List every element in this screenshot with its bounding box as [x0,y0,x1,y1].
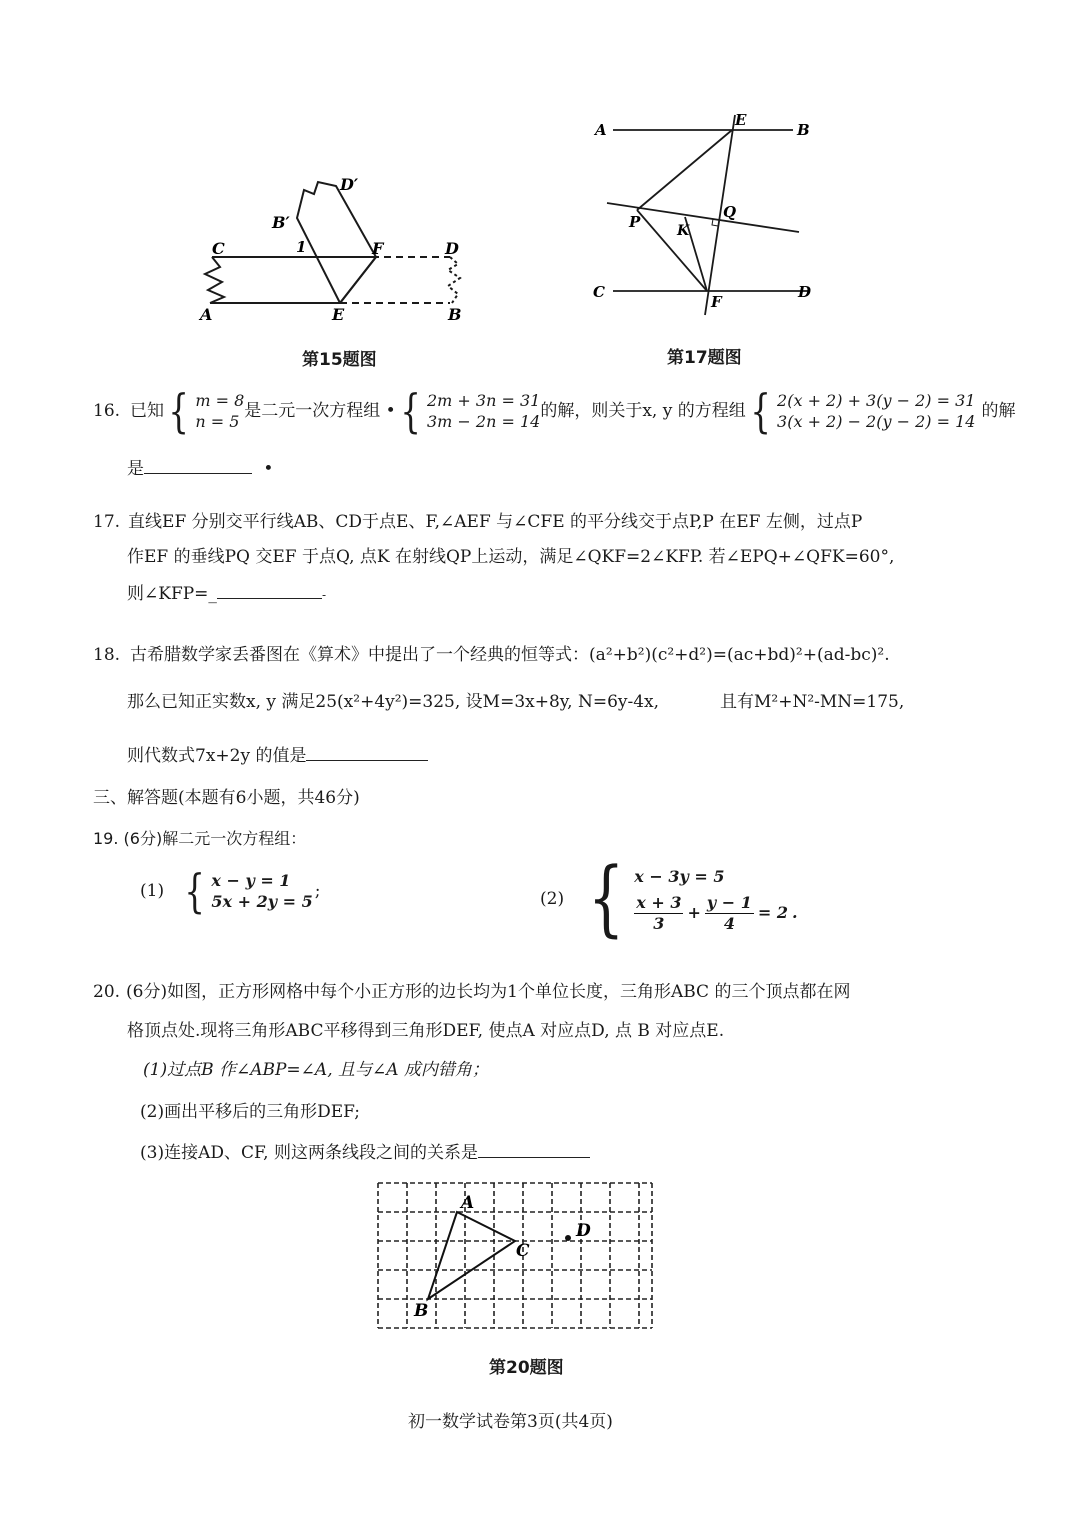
fig15-crease [340,257,376,303]
fig17-label-b: B [797,121,810,139]
q17-answer-blank[interactable] [217,580,322,599]
figure-15 [180,160,500,335]
page-footer: 初一数学试卷第3页(共4页) [408,1412,613,1432]
fig17-label-f: F [711,293,722,311]
q19-title: 19. (6分)解二元一次方程组： [93,829,307,848]
q19-p2-row2 [634,893,797,934]
fig15-label-a: A [200,305,213,324]
q16-sys1-row1: m = 8 [195,391,245,410]
q19-p2-eq: = 2 [757,903,788,922]
fig20-caption: 第20题图 [489,1358,564,1378]
q18-line3: 则代数式7x+2y 的值是 [127,746,307,766]
fig15-label-d: D [445,239,459,258]
q16-sys1-row2: n = 5 [195,412,240,431]
q16-dot: • [263,459,274,479]
q16-sys2-row1: 2m + 3n = 31 [426,391,541,410]
fig15-label-f: F [372,239,384,258]
q17-line3-wrap: 则∠KFP=_ - [127,580,326,607]
q19-p2-frac2 [705,893,754,934]
q16-post: 的解 [981,401,1016,421]
fig17-label-k: K [677,223,690,239]
fig20-point-d [565,1235,571,1241]
q17-line3: 则∠KFP=_ [127,584,217,604]
q16-system-3: { 2(x + 2) + 3(y − 2) = 31 3(x + 2) − 2(y − 2) = 14 [750,384,976,438]
q19-p2-frac1 [634,893,683,934]
q16-system-1: { m = 8 n = 5 [168,384,245,438]
q19-p1-row2: 5x + 2y = 5 [211,892,313,911]
q20-item2: (2)画出平移后的三角形DEF; [140,1102,361,1122]
figure-20 [370,1176,662,1336]
q19-p2-frac1-den: 3 [653,913,665,933]
q20-line2: 格顶点处.现将三角形ABC平移得到三角形DEF, 使点A 对应点D, 点 B 对应点E. [127,1021,725,1041]
q18-line1: 古希腊数学家丢番图在《算术》中提出了一个经典的恒等式：(a²+b²)(c²+d²)=(ac+bd)²+(ad-bc)². [130,645,890,665]
q16-system-2: { 2m + 3n = 31 3m − 2n = 14 [400,384,541,438]
section-3-title: 三、解答题(本题有6小题，共46分) [93,788,360,808]
fig15-label-c: C [212,239,225,258]
figure-17 [585,105,815,320]
q19-p2-frac1-num: x + 3 [636,892,682,912]
fig17-label-c: C [593,283,605,301]
question-16 [93,384,1016,438]
question-17 [93,510,862,534]
q19-part2 [540,851,798,946]
q17-line2: 作EF 的垂线PQ 交EF 于点Q, 点K 在射线QP上运动，满足∠QKF=2∠KFP. 若∠EPQ+∠QFK=60°, [127,547,895,567]
fig17-caption: 第17题图 [667,348,742,368]
q19-p2-plus: + [687,903,701,922]
q18-line3-wrap [127,742,428,768]
fig20-label-c: C [516,1241,530,1261]
q19-p2-end: . [791,903,798,922]
fig15-label-bprime: B′ [272,213,290,232]
q17-line1: 直线EF 分别交平行线AB、CD于点E、F,∠AEF 与∠CFE 的平分线交于点P,P 在EF 左侧，过点P [128,512,863,532]
fig17-line-pe [637,130,732,210]
q16-line2 [127,455,273,481]
fig15-caption: 第15题图 [302,350,377,370]
q19-part1 [140,864,321,918]
fig20-triangle-abc [428,1212,515,1299]
fig15-fold [297,182,376,303]
q20-item1: (1)过点B 作∠ABP=∠A, 且与∠A 成内错角； [143,1060,489,1080]
q16-answer-blank[interactable] [144,455,252,474]
q16-number: 16. [93,401,121,421]
q20-answer-blank[interactable] [478,1139,590,1158]
q17-number: 17. [93,512,121,532]
fig17-label-e: E [735,111,747,129]
q17-line2-wrap [127,545,894,569]
q16-mid1: 是二元一次方程组 • [244,401,396,421]
q20-number: 20. [93,982,121,1002]
fig17-label-q: Q [723,203,737,221]
q16-sys3-row2: 3(x + 2) − 2(y − 2) = 14 [777,412,976,431]
q19-p2-label: (2) [540,889,565,909]
fig15-label-e: E [332,305,345,324]
fig20-label-d: D [576,1221,591,1241]
fig20-label-b: B [414,1301,429,1321]
fig17-label-p: P [629,213,641,231]
q16-pre: 已知 [130,401,165,421]
q20-item3: (3)连接AD、CF, 则这两条线段之间的关系是 [140,1143,478,1163]
q16-answer-label: 是 [127,459,144,479]
fig17-label-d: D [797,283,811,301]
q19-p2-system: { x − 3y = 5 $\frac{x + 3}{3}$ + $\frac{y - 1}{4}$ = 2 . [587,851,798,946]
fig15-label-dprime: D′ [340,175,359,194]
fig15-label-1: 1 [296,238,307,256]
fig15-label-b: B [448,305,462,324]
question-20 [93,980,850,1004]
q18-line2a: 那么已知正实数x, y 满足25(x²+4y²)=325, 设M=3x+8y, N=6y-4x, [127,692,660,712]
fig15-zigzag-right [448,257,460,303]
q19-p1-system: { x − y = 1 5x + 2y = 5 [184,864,313,918]
q16-mid2: 的解，则关于x, y 的方程组 [540,401,746,421]
q16-sys2-row2: 3m − 2n = 14 [426,412,541,431]
fig17-line-pf [637,210,707,291]
fig17-label-a: A [595,121,607,139]
q18-line2b: 且有M²+N²-MN=175, [720,692,905,712]
q19-p1-end: ; [314,881,321,901]
q19-p1-label: (1) [140,881,165,901]
fig20-label-a: A [461,1193,475,1213]
q20-line1: (6分)如图，正方形网格中每个小正方形的边长均为1个单位长度，三角形ABC 的三个顶点都在网 [126,982,851,1002]
q19-p2-frac2-num: y − 1 [706,892,752,912]
q19-p2-frac2-den: 4 [723,913,735,933]
q18-answer-blank[interactable] [306,742,428,761]
q20-item3-wrap [140,1139,590,1165]
q16-sys3-row1: 2(x + 2) + 3(y − 2) = 31 [777,391,976,410]
q19-p1-row1: x − y = 1 [211,871,291,890]
q19-p2-row1: x − 3y = 5 [634,866,725,886]
q18-number: 18. [93,645,121,665]
question-18 [93,643,890,667]
fig15-zigzag-left [205,257,224,303]
